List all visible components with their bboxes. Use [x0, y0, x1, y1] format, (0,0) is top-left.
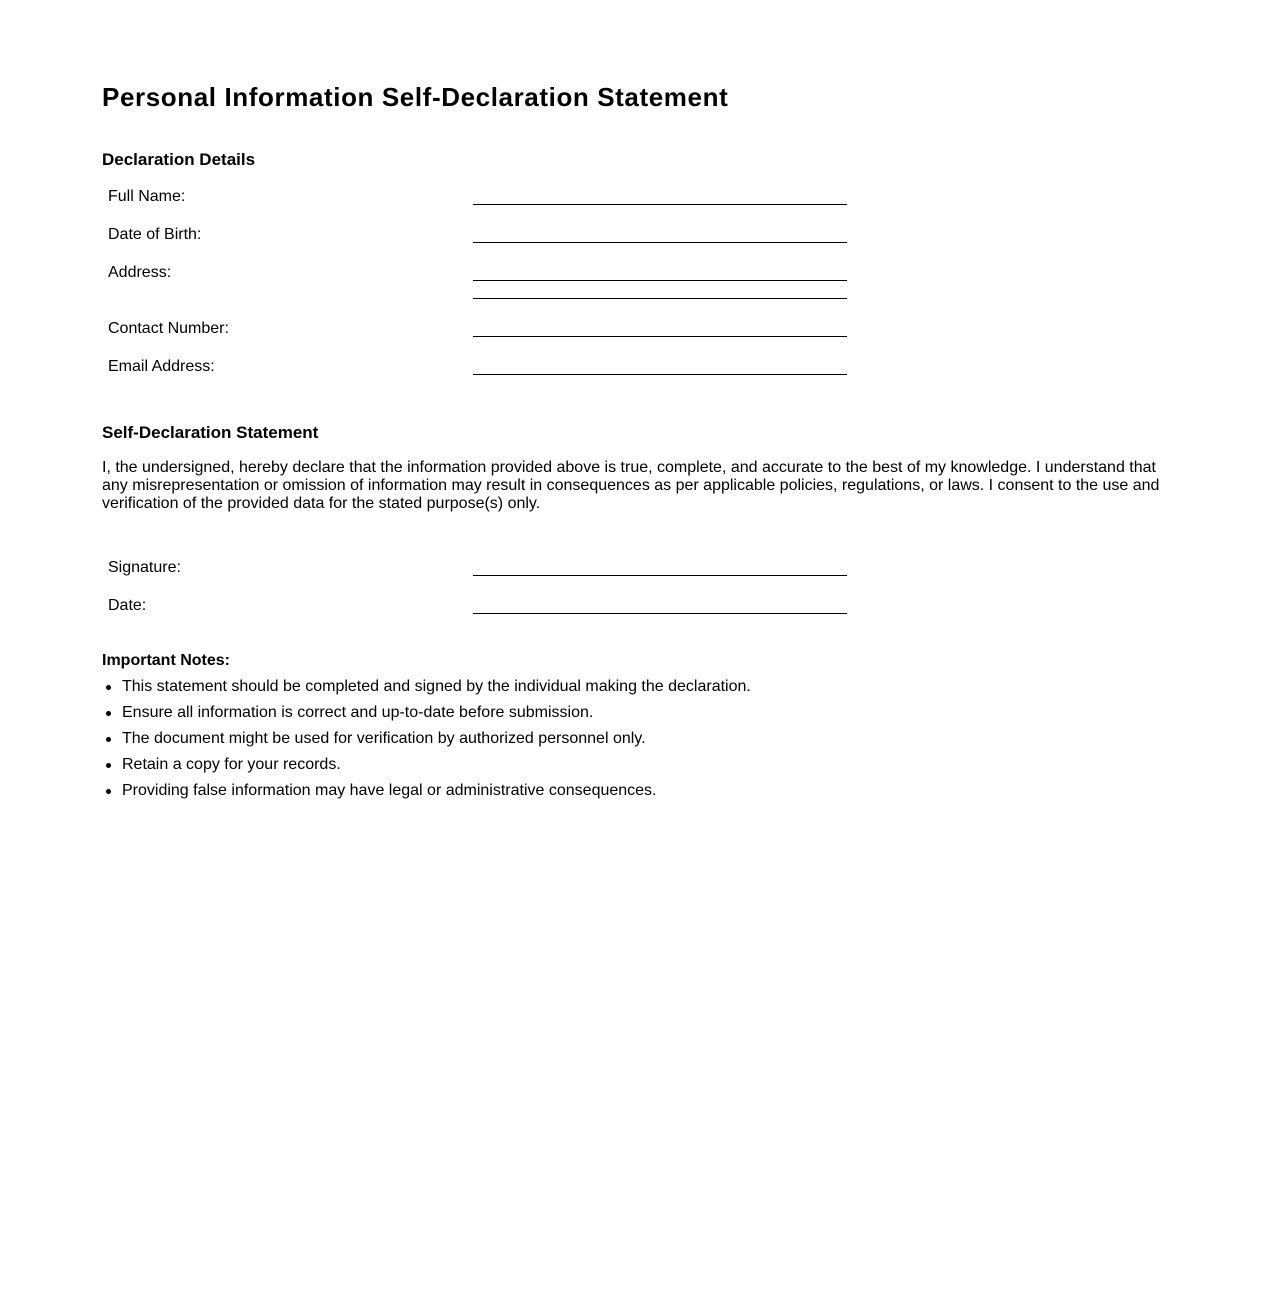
- address-row: [108, 264, 848, 306]
- address-field-line-2[interactable]: [473, 298, 847, 299]
- page-title: Personal Information Self-Declaration Statement: [102, 82, 729, 112]
- list-item: [122, 677, 751, 703]
- important-notes-list: [102, 677, 751, 807]
- contact-number-label: Contact Number:: [108, 320, 229, 337]
- address-label: Address:: [108, 264, 172, 281]
- address-field-line-1[interactable]: [473, 280, 847, 281]
- email-address-field[interactable]: [473, 374, 847, 375]
- signature-field[interactable]: [473, 575, 847, 576]
- date-of-birth-field[interactable]: [473, 242, 847, 243]
- self-declaration-heading: Self-Declaration Statement: [102, 423, 319, 442]
- full-name-label: Full Name:: [108, 188, 186, 205]
- contact-number-row: [108, 320, 848, 344]
- full-name-row: [108, 188, 848, 212]
- contact-number-field[interactable]: [473, 336, 847, 337]
- bullet-icon: [106, 789, 111, 794]
- date-of-birth-label: Date of Birth:: [108, 226, 202, 243]
- signature-date-row: [108, 597, 848, 621]
- list-item: [122, 781, 751, 807]
- bullet-icon: [106, 763, 111, 768]
- bullet-icon: [106, 737, 111, 742]
- email-address-label: Email Address:: [108, 358, 215, 375]
- note-text: Retain a copy for your records.: [122, 756, 341, 773]
- declaration-details-heading: Declaration Details: [102, 150, 256, 169]
- note-text: The document might be used for verification by authorized personnel only.: [122, 730, 646, 747]
- note-text: Ensure all information is correct and up-to-date before submission.: [122, 704, 594, 721]
- list-item: [122, 755, 751, 781]
- list-item: [122, 729, 751, 755]
- bullet-icon: [106, 685, 111, 690]
- list-item: [122, 703, 751, 729]
- email-address-row: [108, 358, 848, 382]
- signature-label: Signature:: [108, 559, 181, 576]
- full-name-field[interactable]: [473, 204, 847, 205]
- signature-date-label: Date:: [108, 597, 147, 614]
- note-text: Providing false information may have legal or administrative consequences.: [122, 782, 657, 799]
- important-notes-heading: Important Notes:: [102, 652, 230, 669]
- signature-row: [108, 559, 848, 583]
- bullet-icon: [106, 711, 111, 716]
- signature-date-field[interactable]: [473, 613, 847, 614]
- declaration-statement-text: I, the undersigned, hereby declare that the information provided above is true, complete, and accurate to the best of my knowledge. I understand that any misrepresentation or omission of information may result in consequences as per applicable policies, regulations, or laws. I consent to the use and verification of the provided data for the stated purpose(s) only.: [102, 459, 1160, 512]
- date-of-birth-row: [108, 226, 848, 250]
- note-text: This statement should be completed and signed by the individual making the declaration.: [122, 678, 751, 695]
